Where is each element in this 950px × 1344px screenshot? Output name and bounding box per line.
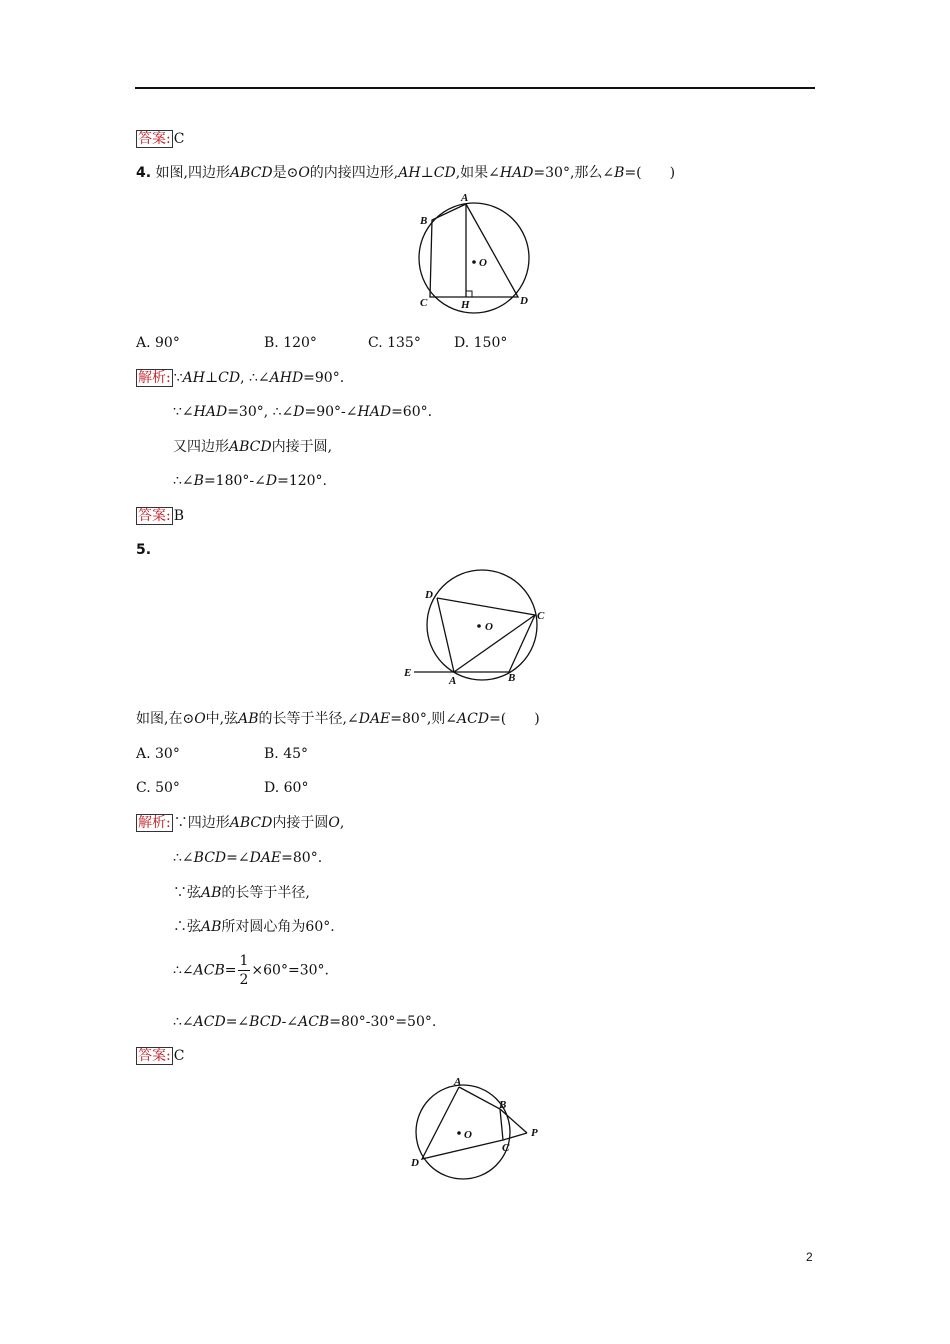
- q6-figure: [405, 1070, 555, 1182]
- q4-solution-line-3: 又四边形ABCD内接于圆,: [173, 439, 333, 455]
- q4-answer: B: [173, 508, 185, 524]
- q6-label-b: B: [499, 1099, 507, 1111]
- q4-label-h: H: [461, 299, 470, 311]
- q4-right-angle-mark: [466, 291, 472, 297]
- q5-solution-line-3: ∵弦AB的长等于半径,: [173, 885, 310, 901]
- q6-label-c: C: [502, 1142, 510, 1154]
- q4-option-a: A. 90°: [136, 335, 180, 351]
- q4-option-b: B. 120°: [264, 335, 317, 351]
- q5-number-line: [136, 541, 151, 559]
- q6-label-o: O: [464, 1129, 472, 1141]
- analysis-tag: 解析:: [138, 815, 171, 831]
- q5-solution-line-5: ∴∠ACB= $\frac{1}{2}$ ×60°=30°.: [173, 953, 329, 988]
- q4-solution-line-4: ∴∠B=180°-∠D=120°.: [173, 473, 327, 489]
- q5-solution-line-6: ∴∠ACD=∠BCD-∠ACB=80°-30°=50°.: [173, 1014, 437, 1030]
- q4-label-a: A: [461, 192, 469, 204]
- q5-label-a: A: [449, 675, 457, 687]
- q5-label-o: O: [485, 621, 493, 633]
- q5-stem: 如图,在⊙O中,弦AB的长等于半径,∠DAE=80°,则∠ACD=( ): [136, 711, 540, 727]
- q5-figure: [396, 568, 556, 688]
- q4-solution-line-1: 解析: ∵AH⊥CD, ∴∠AHD=90°.: [138, 370, 345, 386]
- q4-figure: [410, 190, 540, 318]
- q6-quadrilateral: [422, 1087, 503, 1159]
- q6-label-a: A: [454, 1076, 462, 1088]
- q5-options-row-1: [136, 745, 392, 763]
- q6-secant-bp: [500, 1109, 527, 1133]
- answer-tag: 答案:: [138, 1048, 171, 1064]
- q4-quadrilateral: [430, 204, 518, 297]
- q4-option-d: D. 150°: [454, 335, 508, 351]
- q3-answer-line: [136, 130, 184, 148]
- q5-label-e: E: [404, 667, 412, 679]
- header-rule: [135, 87, 815, 89]
- fraction-one-half: $\frac{1}{2}$: [239, 953, 249, 988]
- q5-answer: C: [173, 1048, 185, 1064]
- q4-solution-line-2: ∵∠HAD=30°, ∴∠D=90°-∠HAD=60°.: [173, 404, 433, 420]
- q4-stem: 4. 如图,四边形ABCD是⊙O的内接四边形,AH⊥CD,如果∠HAD=30°,那么∠B=( ): [136, 165, 676, 181]
- q4-option-c: C. 135°: [368, 335, 421, 351]
- q3-answer: C: [173, 131, 185, 147]
- q4-label-d: D: [520, 295, 528, 307]
- q5-diagonal-ac: [454, 615, 535, 672]
- page-number: 2: [806, 1250, 813, 1264]
- q5-option-a: A. 30°: [136, 746, 180, 762]
- q4-number: 4.: [136, 165, 152, 181]
- q6-center-dot: [457, 1131, 461, 1135]
- q5-quadrilateral: [437, 598, 535, 672]
- q5-solution-line-1: 解析: ∵四边形ABCD内接于圆O,: [138, 815, 345, 831]
- q5-option-c: C. 50°: [136, 780, 180, 796]
- q6-label-d: D: [411, 1157, 419, 1169]
- q4-label-b: B: [420, 215, 428, 227]
- q5-center-dot: [477, 624, 481, 628]
- q6-circle: [416, 1085, 510, 1179]
- q4-label-o: O: [479, 257, 487, 269]
- q5-option-b: B. 45°: [264, 746, 309, 762]
- q4-label-c: C: [420, 297, 428, 309]
- q5-label-c: C: [537, 610, 545, 622]
- q5-number: 5.: [136, 542, 152, 558]
- q5-answer-line: [136, 1047, 184, 1065]
- q4-options: [136, 334, 582, 352]
- q6-secant-cp: [503, 1133, 527, 1140]
- analysis-tag: 解析:: [138, 370, 171, 386]
- answer-tag: 答案:: [138, 131, 171, 147]
- q5-label-b: B: [508, 672, 516, 684]
- q5-option-d: D. 60°: [264, 780, 309, 796]
- q5-label-d: D: [425, 589, 433, 601]
- answer-tag: 答案:: [138, 508, 171, 524]
- q5-solution-line-2: ∴∠BCD=∠DAE=80°.: [173, 850, 323, 866]
- q4-answer-line: [136, 507, 184, 525]
- q5-options-row-2: [136, 779, 392, 797]
- q5-solution-line-4: ∴弦AB所对圆心角为60°.: [173, 919, 335, 935]
- q6-label-p: P: [531, 1127, 538, 1139]
- q4-center-dot: [472, 260, 476, 264]
